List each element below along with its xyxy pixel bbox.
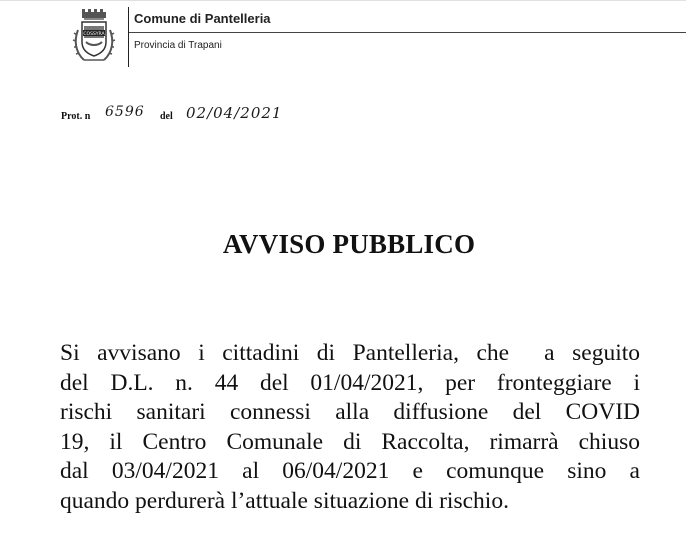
provincia-name: Provincia di Trapani [134,40,222,51]
protocol-date-label: del [160,111,173,122]
top-border [0,0,686,1]
body-line: del D.L. n. 44 del 01/04/2021, per fronteggiare i [60,369,640,396]
body-line: Si avvisano i cittadini di Pantelleria, che a seguito [60,340,640,366]
body-line: rischi sanitari connessi alla diffusione del COVID [60,399,640,426]
body-line: 19, il Centro Comunale di Raccolta, rimarrà chiuso [60,428,640,455]
notice-title: AVVISO PUBBLICO [222,229,476,259]
letterhead-vertical-divider [128,7,129,67]
protocol-label: Prot. n [61,111,91,122]
protocol-number: 6596 [105,104,145,120]
comune-name: Comune di Pantelleria [134,11,271,26]
letterhead-horizontal-rule [129,32,686,33]
coat-of-arms-icon [70,8,118,68]
protocol-date: 02/04/2021 [186,104,283,122]
body-line: dal 03/04/2021 al 06/04/2021 e comunque sino a [60,458,640,485]
notice-body [60,339,640,517]
body-line: quando perdurerà l’attuale situazione di rischio. [60,487,509,514]
svg-text:COSSYRA: COSSYRA [83,32,105,37]
